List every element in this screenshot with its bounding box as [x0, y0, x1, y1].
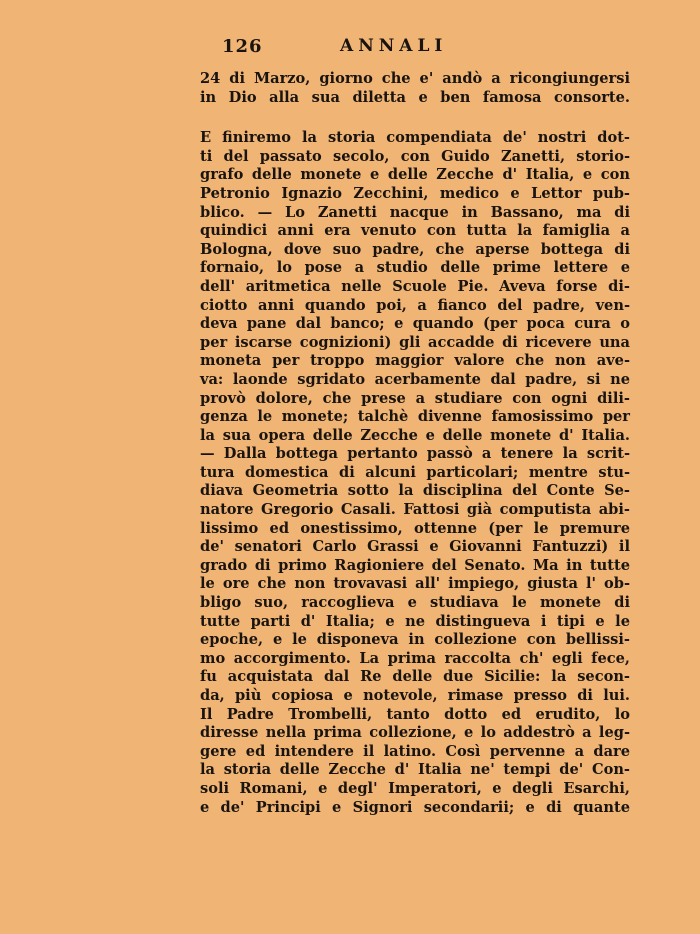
text-line: moneta per troppo maggior valore che non ave-	[200, 352, 630, 370]
text-line: quindici anni era venuto con tutta la famiglia a	[200, 222, 630, 240]
text-line: de' senatori Carlo Grassi e Giovanni Fantuzzi) il	[200, 538, 630, 556]
running-head: ANNALI	[340, 36, 448, 56]
text-line: provò dolore, che prese a studiare con ogni dili-	[200, 389, 630, 407]
paragraph-2	[200, 129, 630, 817]
text-line: va: laonde sgridato acerbamente dal padre, si ne	[200, 370, 630, 388]
text-line: in Dio alla sua diletta e ben famosa consorte.	[200, 88, 630, 106]
text-line: grafo delle monete e delle Zecche d' Italia, e con	[200, 166, 630, 184]
page-header	[200, 36, 630, 62]
text-line: da, più copiosa e notevole, rimase presso di lui.	[200, 687, 630, 704]
text-line: mo accorgimento. La prima raccolta ch' egli fece,	[200, 649, 630, 667]
text-line: le ore che non trovavasi all' impiego, giusta l' ob-	[200, 575, 630, 593]
text-line: blico. — Lo Zanetti nacque in Bassano, ma di	[200, 203, 630, 221]
text-line: gere ed intendere il latino. Così pervenne a dare	[200, 742, 630, 760]
text-line: per iscarse cognizioni) gli accadde di ricevere una	[200, 333, 630, 351]
book-page	[200, 36, 630, 817]
text-line: la sua opera delle Zecche e delle monete d' Italia.	[200, 426, 630, 444]
text-line: e de' Principi e Signori secondarii; e di quante	[200, 798, 630, 816]
text-line: natore Gregorio Casali. Fattosi già computista abi-	[200, 501, 630, 519]
text-line: — Dalla bottega pertanto passò a tenere la scrit-	[200, 445, 630, 463]
text-line: diresse nella prima collezione, e lo addestrò a leg-	[200, 724, 630, 742]
text-line: Bologna, dove suo padre, che aperse bottega di	[200, 240, 630, 258]
page-number: 126	[222, 36, 263, 57]
text-line: fornaio, lo pose a studio delle prime lettere e	[200, 259, 630, 277]
text-line: Il Padre Trombelli, tanto dotto ed erudito, lo	[200, 705, 630, 723]
text-line: diava Geometria sotto la disciplina del Conte Se-	[200, 482, 630, 500]
text-line: E finiremo la storia compendiata de' nostri dot-	[200, 129, 630, 147]
paragraph-gap	[200, 107, 630, 129]
text-line: grado di primo Ragioniere del Senato. Ma in tutte	[200, 556, 630, 574]
paragraph-1	[200, 70, 630, 107]
text-line: la storia delle Zecche d' Italia ne' tempi de' Con-	[200, 761, 630, 779]
text-line: tutte parti d' Italia; e ne distingueva i tipi e le	[200, 612, 630, 630]
text-line: lissimo ed onestissimo, ottenne (per le premure	[200, 519, 630, 537]
text-line: ciotto anni quando poi, a fianco del padre, ven-	[200, 296, 630, 314]
text-line: deva pane dal banco; e quando (per poca cura o	[200, 315, 630, 333]
text-line: ti del passato secolo, con Guido Zanetti, storio-	[200, 147, 630, 165]
text-line: fu acquistata dal Re delle due Sicilie: la secon-	[200, 668, 630, 686]
text-line: bligo suo, raccoglieva e studiava le monete di	[200, 594, 630, 612]
text-line: 24 di Marzo, giorno che e' andò a ricongiungersi	[200, 70, 630, 87]
text-line: soli Romani, e degl' Imperatori, e degli Esarchi,	[200, 779, 630, 797]
text-line: genza le monete; talchè divenne famosissimo per	[200, 408, 630, 426]
text-line: epoche, e le disponeva in collezione con bellissi-	[200, 631, 630, 649]
text-line: Petronio Ignazio Zecchini, medico e Lettor pub-	[200, 184, 630, 202]
text-line: dell' aritmetica nelle Scuole Pie. Aveva forse di-	[200, 277, 630, 295]
text-line: tura domestica di alcuni particolari; mentre stu-	[200, 463, 630, 481]
